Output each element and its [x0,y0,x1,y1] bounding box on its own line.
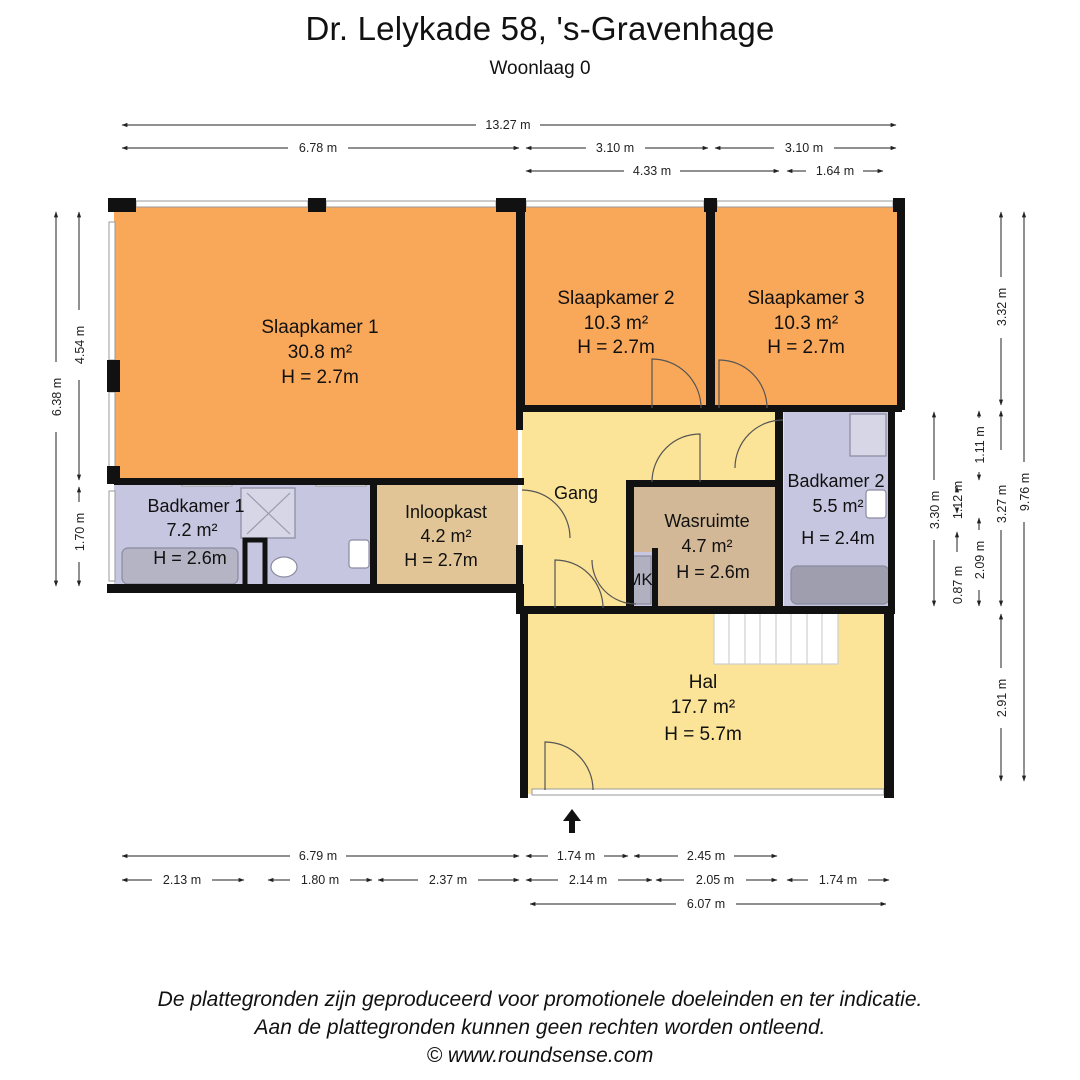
dim-bottom-b3: 2.37 m [428,873,468,887]
dim-right-lower: 2.91 m [995,678,1009,718]
hal-size: 17.7 m² [670,697,736,718]
disclaimer-footer [0,986,1080,1070]
floor-level-subtitle: Woonlaag 0 [489,58,591,79]
slaapkamer-2-height: H = 2.7m [577,337,655,358]
gang-name: Gang [553,483,599,503]
dim-right-111: 1.11 m [973,426,987,464]
dim-bottom-b1: 2.13 m [162,873,202,887]
badkamer-2-height: H = 2.4m [801,528,875,548]
dim-bottom-b4: 2.14 m [568,873,608,887]
dim-left-lower: 1.70 m [73,512,87,552]
inloopkast-name: Inloopkast [404,502,488,522]
toilet-1 [271,557,297,577]
disclaimer-line-1: De plattegronden zijn geproduceerd voor promotionele doeleinden en ter indicatie. [157,988,923,1011]
badkamer-2-name: Badkamer 2 [787,471,885,491]
slaapkamer-3-height: H = 2.7m [767,337,845,358]
dimensions-bottom [122,856,889,904]
dim-right-209: 2.09 m [973,540,987,580]
slaapkamer-1-name: Slaapkamer 1 [261,317,379,338]
dim-top-right: 3.10 m [784,141,824,155]
wasruimte-height: H = 2.6m [676,562,750,582]
dim-top-mid: 3.10 m [595,141,635,155]
disclaimer-line-2: Aan de plattegronden kunnen geen rechten worden ontleend. [254,1016,826,1039]
slaapkamer-3-size: 10.3 m² [773,313,839,334]
dimensions-right [934,212,1024,781]
dim-bottom-a3: 2.45 m [686,849,726,863]
mk-name: MK [627,570,653,589]
dim-top-total: 13.27 m [485,118,531,132]
dim-bottom-b5: 2.05 m [695,873,735,887]
dim-right-330: 3.30 m [928,490,942,530]
entrance-arrow-icon [563,809,581,833]
badkamer-1-size: 7.2 m² [166,520,218,540]
dim-bottom-b6: 1.74 m [818,873,858,887]
dimensions-right-labels [928,288,1032,717]
dim-top-b2: 1.64 m [815,164,855,178]
sink-2 [866,490,886,518]
dim-left-total: 6.38 m [50,377,64,417]
hal-height: H = 5.7m [664,724,742,745]
dim-top-left: 6.78 m [298,141,338,155]
wasruimte-name: Wasruimte [664,511,750,531]
sink-1 [349,540,369,568]
dim-left-upper: 4.54 m [73,325,87,365]
slaapkamer-1-size: 30.8 m² [287,342,353,363]
badkamer-2-size: 5.5 m² [812,496,864,516]
dim-bottom-c1: 6.07 m [686,897,726,911]
inloopkast-size: 4.2 m² [420,526,472,546]
dim-bottom-a2: 1.74 m [556,849,596,863]
badkamer-1-height: H = 2.6m [153,548,227,568]
wasruimte-size: 4.7 m² [681,536,733,556]
dim-right-087: 0.87 m [951,565,965,605]
dim-right-112: 1.12 m [951,480,965,520]
dim-right-total: 9.76 m [1018,472,1032,512]
dim-top-b1: 4.33 m [632,164,672,178]
slaapkamer-2-size: 10.3 m² [583,313,649,334]
slaapkamer-3-name: Slaapkamer 3 [747,288,865,309]
plan-title: Dr. Lelykade 58, 's-Gravenhage [305,10,775,47]
dim-right-upper: 3.32 m [995,287,1009,327]
slaapkamer-2-name: Slaapkamer 2 [557,288,675,309]
staircase [714,612,838,664]
slaapkamer-1-height: H = 2.7m [281,367,359,388]
dim-right-327: 3.27 m [995,484,1009,524]
dim-bottom-a1: 6.79 m [298,849,338,863]
copyright-line: © www.roundsense.com [426,1044,654,1067]
badkamer-1-name: Badkamer 1 [147,496,245,516]
dim-bottom-b2: 1.80 m [300,873,340,887]
bathtub-2 [791,566,889,604]
shower-2 [850,414,886,456]
inloopkast-height: H = 2.7m [404,550,478,570]
hal-name: Hal [688,672,718,693]
